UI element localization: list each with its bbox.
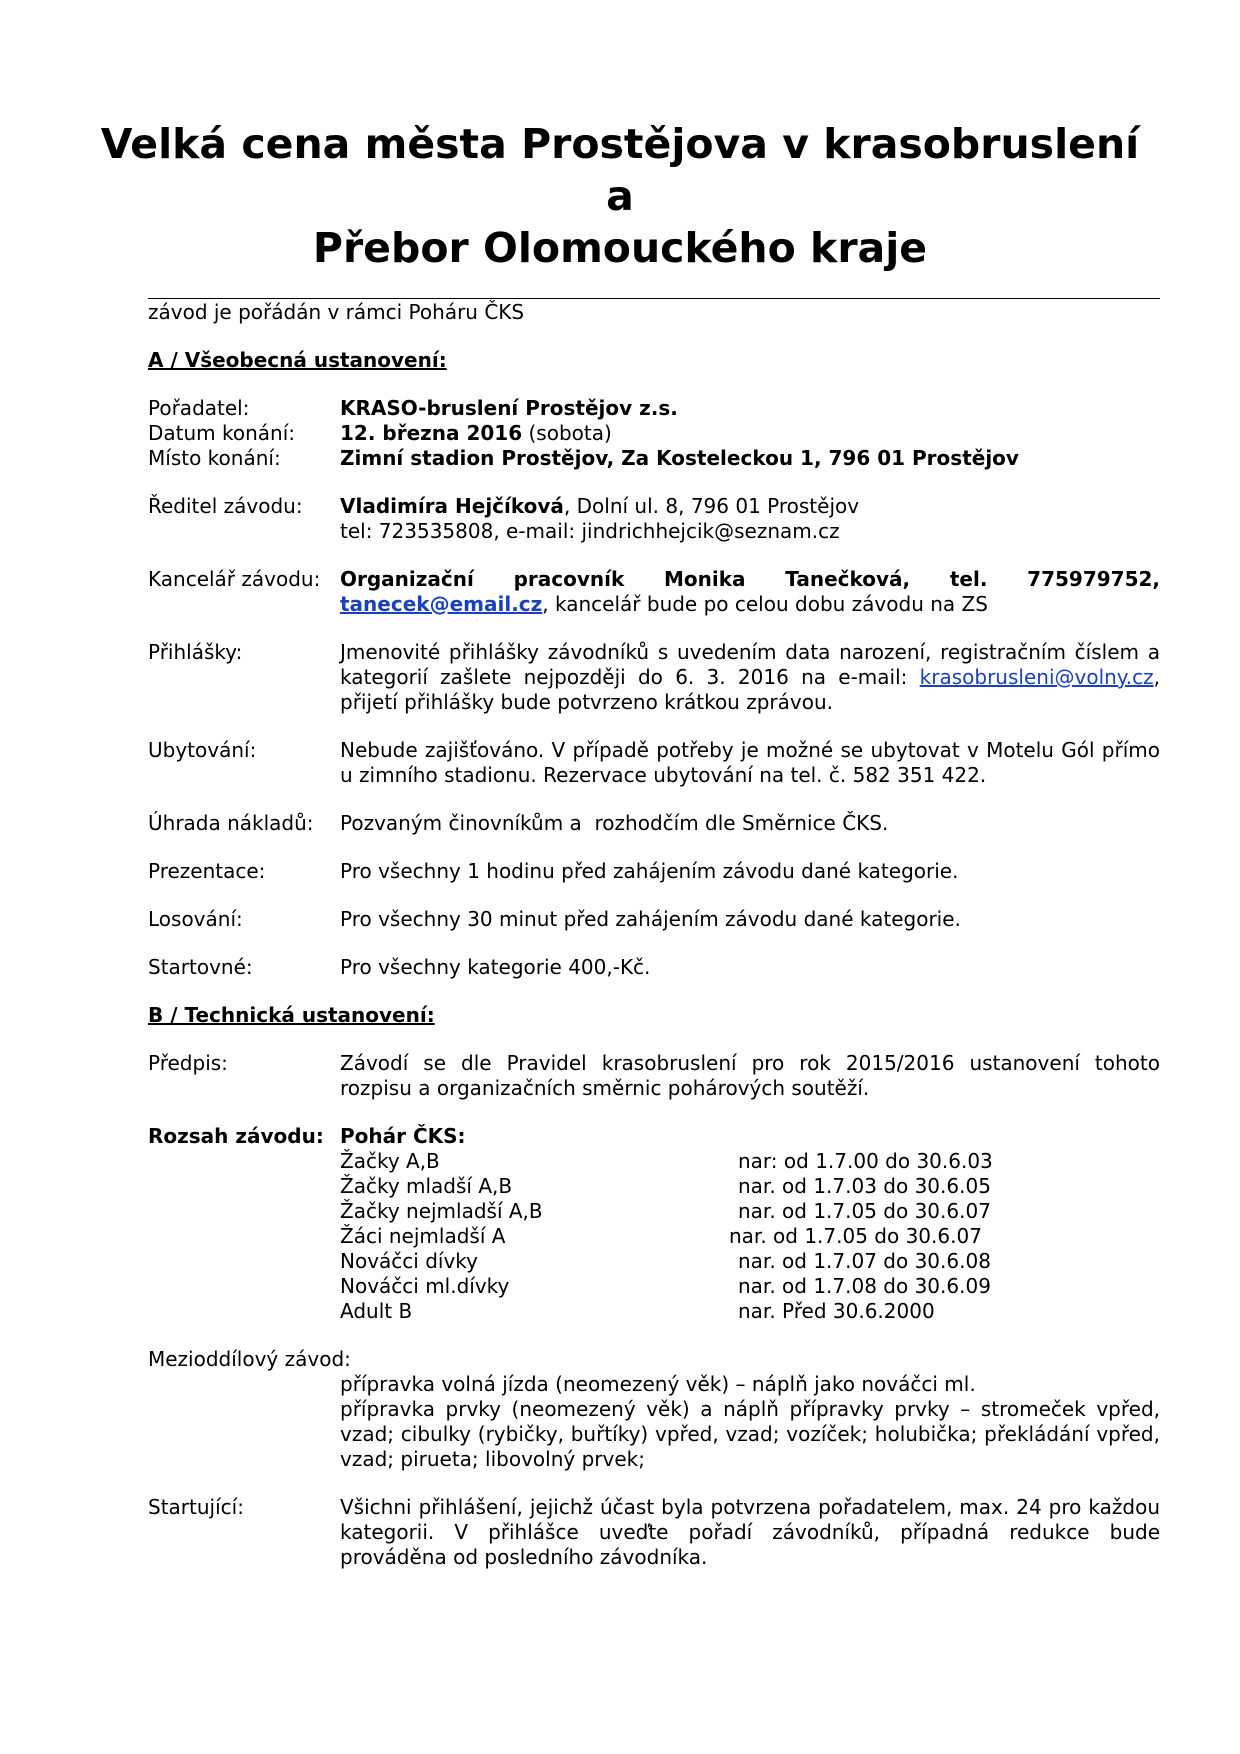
category-name: Nováčci dívky bbox=[340, 1249, 478, 1273]
row-rozsah bbox=[148, 1124, 1160, 1149]
category-range: nar. od 1.7.08 do 30.6.09 bbox=[738, 1274, 991, 1298]
value-predpis: Závodí se dle Pravidel krasobruslení pro rok 2015/2016 ustanovení tohoto rozpisu a organizačních směrnic pohárových soutěží. bbox=[340, 1051, 1160, 1100]
value-startujici: Všichni přihlášení, jejichž účast byla potvrzena pořadatelem, max. 24 pro každou kategorii. V přihlášce uveďte pořadí závodníků, případná redukce bude prováděna od posledního závodníka. bbox=[340, 1495, 1160, 1569]
label-kancelar: Kancelář závodu: bbox=[148, 567, 321, 591]
row-ubytovani bbox=[148, 738, 1160, 788]
row-uhrada bbox=[148, 811, 1160, 836]
value-mezioddilovy-line1: přípravka volná jízda (neomezený věk) – náplň jako nováčci ml. bbox=[340, 1372, 976, 1396]
title-line-1: Velká cena města Prostějova v krasobruslení bbox=[100, 120, 1140, 168]
intro-text: závod je pořádán v rámci Poháru ČKS bbox=[148, 300, 525, 324]
value-startovne: Pro všechny kategorie 400,-Kč. bbox=[340, 955, 651, 979]
category-range: nar: od 1.7.00 do 30.6.03 bbox=[738, 1149, 993, 1173]
category-name: Adult B bbox=[340, 1299, 413, 1323]
row-startovne bbox=[148, 955, 1160, 980]
label-reditel: Ředitel závodu: bbox=[148, 494, 303, 518]
category-row bbox=[340, 1224, 1160, 1249]
title-line-2: a bbox=[606, 172, 634, 220]
category-row bbox=[340, 1274, 1160, 1299]
value-prihlasky-rest: , přijetí přihlášky bude potvrzeno krátkou zprávou. bbox=[340, 665, 1160, 714]
category-range: nar. od 1.7.03 do 30.6.05 bbox=[738, 1174, 991, 1198]
value-reditel-contact: tel: 723535808, e-mail: jindrichhejcik@seznam.cz bbox=[340, 519, 840, 543]
row-poradatel bbox=[148, 396, 1160, 421]
section-b-heading: B / Technická ustanovení: bbox=[148, 1003, 435, 1027]
value-prihlasky-text: Jmenovité přihlášky závodníků s uvedením data narození, registračním číslem a kategorií zašlete nejpozději do 6. 3. 2016 na e-mail: bbox=[340, 640, 1160, 689]
document-title bbox=[0, 118, 1240, 274]
category-name: Žačky nejmladší A,B bbox=[340, 1199, 543, 1223]
label-startujici: Startující: bbox=[148, 1495, 244, 1519]
label-uhrada: Úhrada nákladů: bbox=[148, 811, 314, 835]
category-range: nar. Před 30.6.2000 bbox=[738, 1299, 935, 1323]
label-losovani: Losování: bbox=[148, 907, 243, 931]
value-datum-date: 12. března 2016 bbox=[340, 421, 523, 445]
label-startovne: Startovné: bbox=[148, 955, 253, 979]
row-prihlasky bbox=[148, 640, 1160, 715]
value-reditel-name: Vladimíra Hejčíková bbox=[340, 494, 564, 518]
label-poradatel: Pořadatel: bbox=[148, 396, 250, 420]
title-line-3: Přebor Olomouckého kraje bbox=[312, 224, 928, 272]
category-range: nar. od 1.7.05 do 30.6.07 bbox=[738, 1199, 991, 1223]
label-datum: Datum konání: bbox=[148, 421, 296, 445]
row-predpis bbox=[148, 1051, 1160, 1101]
row-datum bbox=[148, 421, 1160, 446]
value-mezioddilovy-line2: přípravka prvky (neomezený věk) a náplň přípravky prvky – stromeček vpřed, vzad; cibulky (rybičky, buřtíky) vpřed, vzad; vozíček; holubička; překládání vpřed, vzad; pirueta; libovolný prvek; bbox=[340, 1397, 1160, 1471]
value-reditel-address: , Dolní ul. 8, 796 01 Prostějov bbox=[563, 494, 860, 518]
label-rozsah: Rozsah závodu: bbox=[148, 1124, 324, 1148]
section-a-heading: A / Všeobecná ustanovení: bbox=[148, 348, 447, 372]
row-misto bbox=[148, 446, 1160, 471]
value-misto: Zimní stadion Prostějov, Za Kosteleckou 1, 796 01 Prostějov bbox=[340, 446, 1019, 470]
label-prezentace: Prezentace: bbox=[148, 859, 266, 883]
document-body bbox=[148, 300, 1160, 1570]
value-uhrada: Pozvaným činovníkům a rozhodčím dle Směrnice ČKS. bbox=[340, 811, 889, 835]
value-kancelar-line1: Organizační pracovník Monika Tanečková, tel. 775979752, bbox=[340, 567, 1160, 591]
category-name: Nováčci ml.dívky bbox=[340, 1274, 510, 1298]
value-ubytovani: Nebude zajišťováno. V případě potřeby je možné se ubytovat v Motelu Gól přímo u zimního stadionu. Rezervace ubytování na tel. č. 582 351 422. bbox=[340, 738, 1160, 787]
row-reditel bbox=[148, 494, 1160, 544]
prihlasky-email-link[interactable]: krasobrusleni@volny.cz bbox=[919, 665, 1154, 689]
row-startujici bbox=[148, 1495, 1160, 1570]
row-prezentace bbox=[148, 859, 1160, 884]
category-row bbox=[340, 1174, 1160, 1199]
value-poradatel: KRASO-bruslení Prostějov z.s. bbox=[340, 396, 678, 420]
value-datum-day: (sobota) bbox=[522, 421, 612, 445]
value-rozsah-heading: Pohár ČKS: bbox=[340, 1124, 466, 1148]
label-mezioddilovy: Mezioddílový závod: bbox=[148, 1347, 351, 1371]
category-range: nar. od 1.7.07 do 30.6.08 bbox=[738, 1249, 991, 1273]
row-losovani bbox=[148, 907, 1160, 932]
kancelar-email-link[interactable]: tanecek@email.cz bbox=[340, 592, 543, 616]
row-kancelar bbox=[148, 567, 1160, 617]
category-row bbox=[340, 1149, 1160, 1174]
title-divider bbox=[148, 298, 1160, 299]
category-name: Žačky mladší A,B bbox=[340, 1174, 513, 1198]
label-predpis: Předpis: bbox=[148, 1051, 228, 1075]
value-kancelar-rest: , kancelář bude po celou dobu závodu na ZS bbox=[542, 592, 988, 616]
value-losovani: Pro všechny 30 minut před zahájením závodu dané kategorie. bbox=[340, 907, 961, 931]
label-ubytovani: Ubytování: bbox=[148, 738, 257, 762]
category-name: Žáci nejmladší A bbox=[340, 1224, 506, 1248]
label-prihlasky: Přihlášky: bbox=[148, 640, 243, 664]
label-misto: Místo konání: bbox=[148, 446, 281, 470]
category-list bbox=[148, 1149, 1160, 1324]
category-name: Žačky A,B bbox=[340, 1149, 440, 1173]
category-row bbox=[340, 1249, 1160, 1274]
category-row bbox=[340, 1299, 1160, 1324]
value-prezentace: Pro všechny 1 hodinu před zahájením závodu dané kategorie. bbox=[340, 859, 959, 883]
category-row bbox=[340, 1199, 1160, 1224]
category-range: nar. od 1.7.05 do 30.6.07 bbox=[729, 1224, 982, 1248]
